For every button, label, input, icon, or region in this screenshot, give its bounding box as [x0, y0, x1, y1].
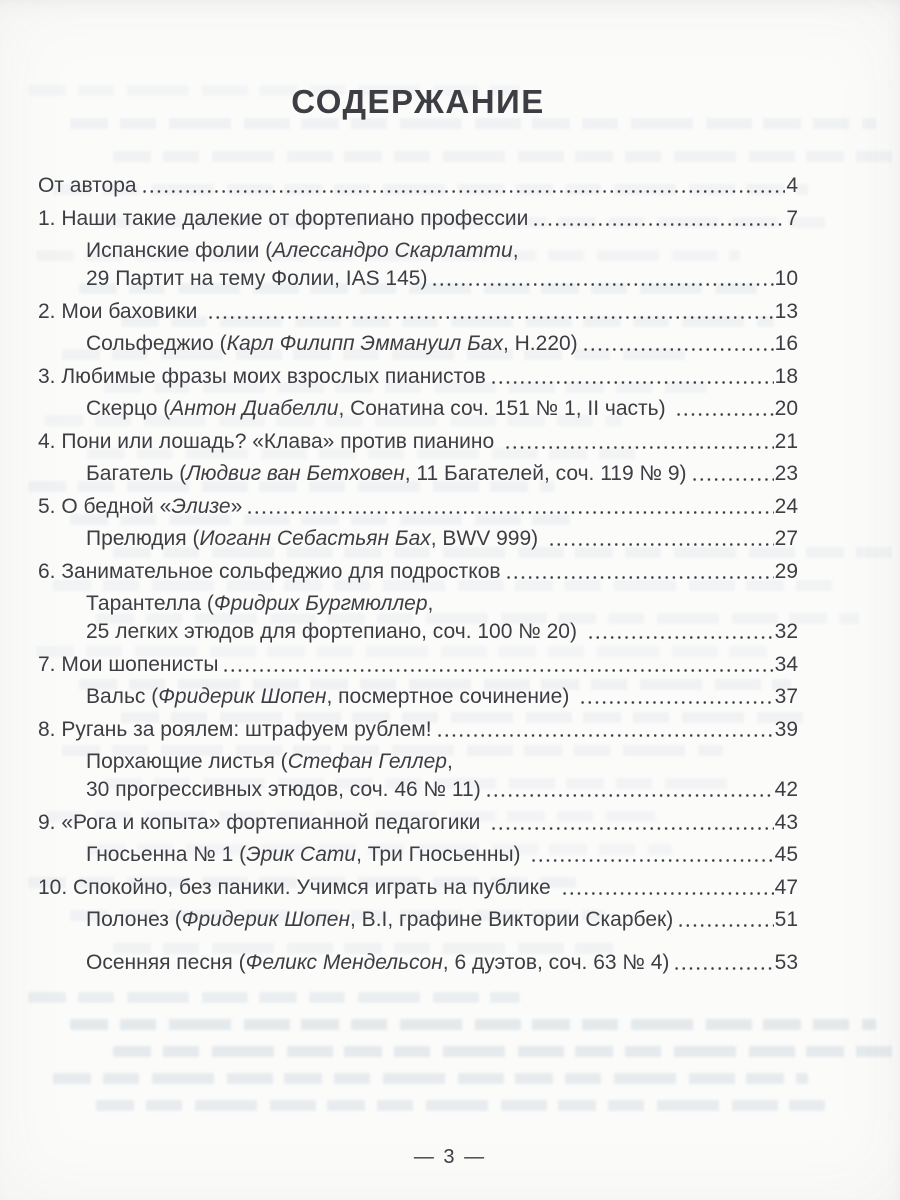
toc-page-number: 39: [774, 717, 798, 741]
toc-entry: [38, 395, 798, 423]
dot-leader: [673, 966, 773, 971]
toc-entry-label: 7. Мои шопенисты: [38, 652, 219, 676]
toc-entry: [38, 428, 798, 456]
dot-leader: [431, 282, 773, 287]
toc-entry-label: 8. Ругань за роялем: штрафуем рублем!: [38, 717, 432, 741]
dot-leader: [490, 380, 774, 385]
bleed-through-bottom: [28, 992, 876, 1127]
toc-page-number: 34: [774, 652, 798, 676]
toc-page-number: 27: [774, 527, 798, 551]
dot-leader: [587, 635, 774, 640]
toc-entry-label: Порхающие листья (Стефан Геллер,: [86, 750, 453, 774]
toc-entry: [38, 205, 798, 233]
toc-entry-label: 29 Партит на тему Фолии, IAS 145): [86, 267, 428, 291]
toc-entry-label: Гносьенна № 1 (Эрик Сати, Три Гносьенны): [86, 843, 527, 867]
toc-page-number: 37: [774, 685, 798, 709]
toc-entry-label: Прелюдия (Иоганн Себастьян Бах, BWV 999): [86, 527, 544, 551]
toc-entry-label: 6. Занимательное сольфеджио для подростков: [38, 559, 501, 583]
toc-entry-label: Осенняя песня (Феликс Мендельсон, 6 дуэтов, соч. 63 № 4): [86, 951, 670, 975]
toc-page-number: 18: [774, 364, 798, 388]
toc-entry-label: 30 прогрессивных этюдов, соч. 46 № 11): [86, 778, 481, 802]
toc-page-number: 21: [774, 429, 798, 453]
dot-leader: [222, 668, 773, 673]
dot-leader: [490, 826, 773, 831]
toc-entry-label: Испанские фолии (Алессандро Скарлатти,: [86, 239, 519, 263]
dot-leader: [246, 510, 773, 515]
dot-leader: [141, 189, 786, 194]
toc-entry-label: Полонез (Фридерик Шопен, B.I, графине Виктории Скарбек): [86, 908, 674, 932]
dot-leader: [582, 347, 774, 352]
toc-entry: [38, 748, 798, 804]
dot-leader: [561, 891, 774, 896]
toc-entry: [38, 683, 798, 711]
toc-entry: [38, 841, 798, 869]
toc-page-number: 10: [774, 267, 798, 291]
toc-page-number: 42: [774, 778, 798, 802]
toc-entry: [38, 525, 798, 553]
dot-leader: [532, 222, 785, 227]
toc-page-number: 4: [786, 174, 798, 198]
toc-page-number: 51: [774, 908, 798, 932]
toc-entry-label: Вальс (Фридерик Шопен, посмертное сочинение): [86, 685, 576, 709]
toc-entry-label: 3. Любимые фразы моих взрослых пианистов: [38, 364, 486, 388]
toc-entry: [38, 330, 798, 358]
dot-leader: [485, 793, 774, 798]
toc-page-number: 24: [774, 494, 798, 518]
page-number-footer: — 3 —: [413, 1146, 487, 1168]
toc-entry-label: 2. Мои баховики: [38, 299, 204, 323]
dot-leader: [530, 858, 773, 863]
dot-leader: [548, 542, 774, 547]
toc-page-number: 47: [774, 875, 798, 899]
dot-leader: [504, 445, 774, 450]
toc-entry: [38, 874, 798, 902]
dot-leader: [436, 733, 774, 738]
dot-leader: [675, 412, 773, 417]
toc-page-number: 20: [774, 397, 798, 421]
toc-entry: [38, 298, 798, 326]
toc-page-number: 23: [774, 462, 798, 486]
toc-entry-label: 4. Пони или лошадь? «Клава» против пианино: [38, 429, 501, 453]
toc-page-number: 29: [774, 559, 798, 583]
toc-page-number: 43: [774, 810, 798, 834]
toc-entry-label: Сольфеджио (Карл Филипп Эммануил Бах, H.220): [86, 332, 578, 356]
toc-entry-label: 25 легких этюдов для фортепиано, соч. 100 № 20): [86, 620, 583, 644]
toc-page-number: 7: [786, 206, 798, 230]
toc-entry-label: 5. О бедной «Элизе»: [38, 494, 243, 518]
toc-entry-label: Багатель (Людвиг ван Бетховен, 11 Багателей, соч. 119 № 9): [86, 462, 687, 486]
page-title: СОДЕРЖАНИЕ: [291, 83, 545, 120]
toc-page: [38, 0, 798, 982]
toc-entry: [38, 460, 798, 488]
toc-page-number: 16: [774, 332, 798, 356]
toc-entry: [38, 172, 798, 200]
toc-entry-label: 9. «Рога и копыта» фортепианной педагогики: [38, 810, 487, 834]
toc-entry-label: От автора: [38, 174, 137, 198]
dot-leader: [505, 575, 774, 580]
toc-page-number: 13: [774, 299, 798, 323]
toc-entry-label: 10. Спокойно, без паники. Учимся играть на публике: [38, 875, 557, 899]
dot-leader: [691, 477, 774, 482]
toc-entry: [38, 949, 798, 977]
toc-entry: [38, 590, 798, 646]
toc-page-number: 45: [774, 843, 798, 867]
dot-leader: [207, 315, 774, 320]
toc-entry: [38, 809, 798, 837]
toc-entry: [38, 651, 798, 679]
toc-list: [38, 172, 798, 977]
toc-page-number: 32: [774, 620, 798, 644]
toc-page-number: 53: [774, 951, 798, 975]
dot-leader: [677, 923, 773, 928]
toc-entry: [38, 558, 798, 586]
toc-entry: [38, 493, 798, 521]
toc-entry: [38, 237, 798, 293]
toc-entry-label: Тарантелла (Фридрих Бургмюллер,: [86, 592, 434, 616]
toc-entry-label: Скерцо (Антон Диабелли, Сонатина соч. 151 № 1, II часть): [86, 397, 672, 421]
dot-leader: [579, 700, 773, 705]
toc-entry: [38, 363, 798, 391]
toc-entry: [38, 906, 798, 934]
toc-entry-label: 1. Наши такие далекие от фортепиано профессии: [38, 206, 529, 230]
toc-entry: [38, 716, 798, 744]
